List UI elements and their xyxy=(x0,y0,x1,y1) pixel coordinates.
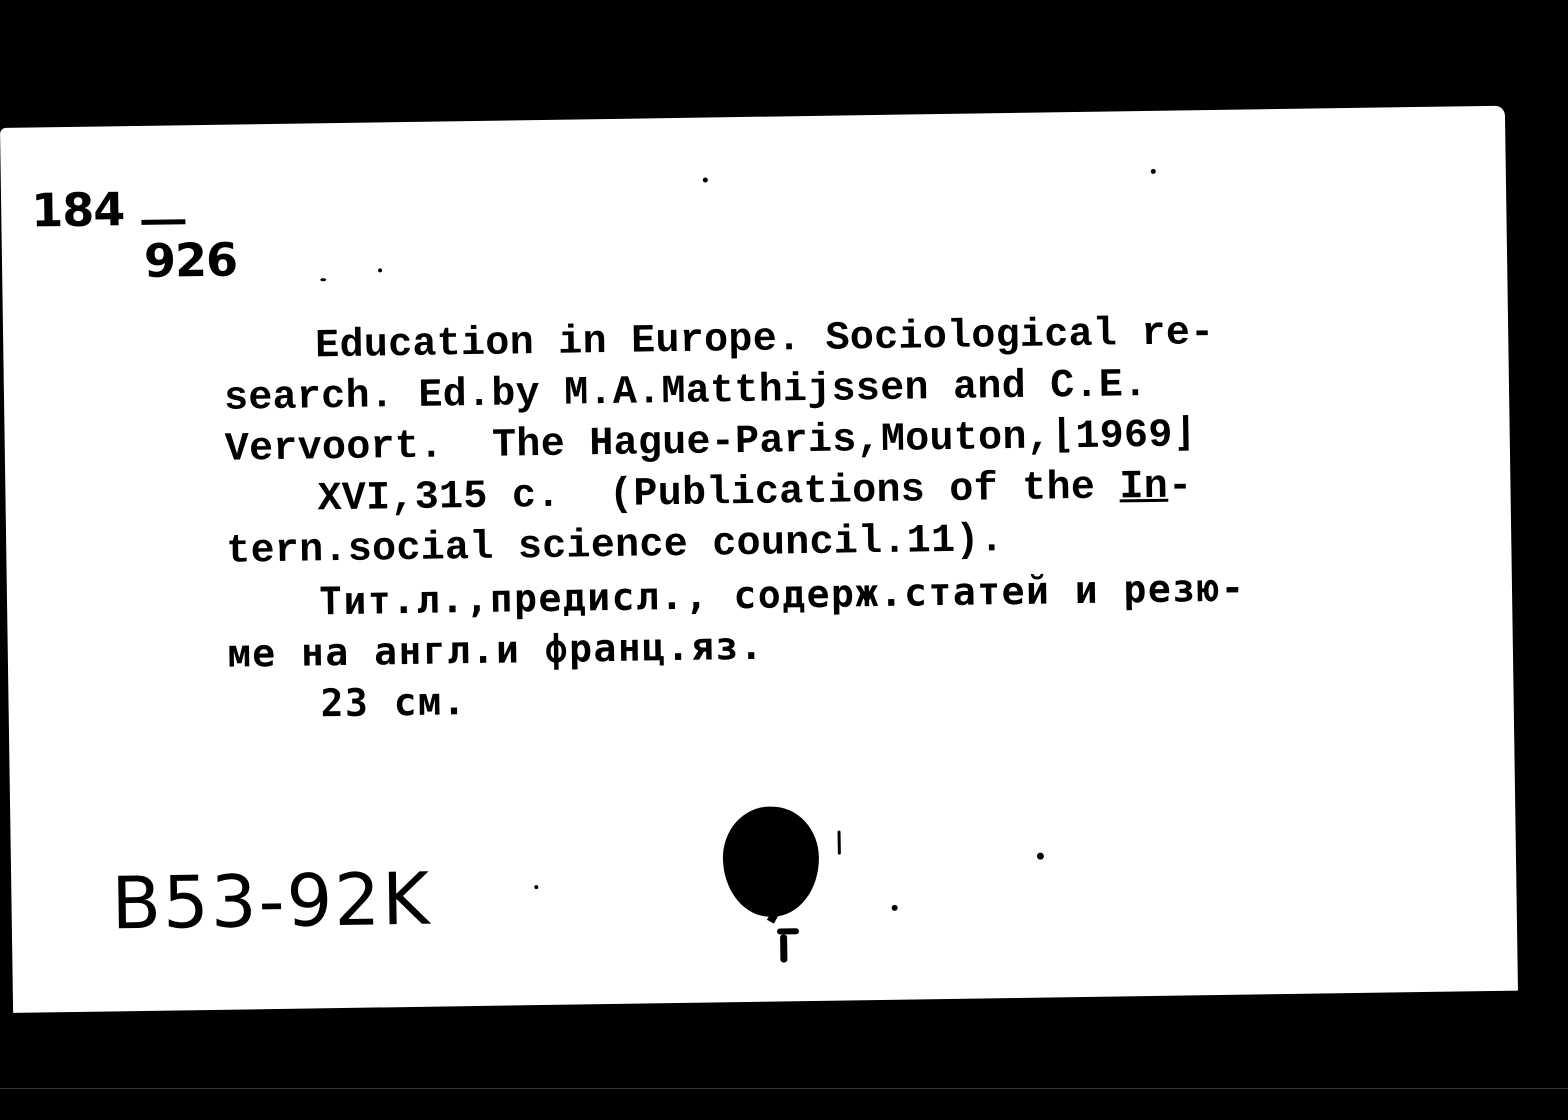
call-number-bottom: 926 xyxy=(143,232,238,288)
speck xyxy=(534,885,538,889)
speck xyxy=(378,268,382,272)
note-line-1: Тит.л.,предисл., содерж.статей и резю- xyxy=(318,565,1246,624)
shelf-mark: B53-92K xyxy=(110,856,432,946)
size-line: 23 см. xyxy=(320,679,468,726)
speck xyxy=(777,928,799,934)
series-underlined-fragment: In xyxy=(1119,464,1169,511)
speck xyxy=(780,934,787,962)
speck xyxy=(892,905,898,911)
series-hyphen: - xyxy=(1167,464,1193,510)
call-number-divider xyxy=(141,219,185,225)
title-line-1: Education in Europe. Sociological re- xyxy=(314,311,1215,370)
speck xyxy=(703,178,708,183)
speck xyxy=(838,831,841,855)
bibliographic-description xyxy=(223,308,1247,731)
speck xyxy=(320,278,326,281)
speck xyxy=(1037,853,1044,860)
note-line-2: ме на англ.и франц.яз. xyxy=(227,623,765,676)
speck xyxy=(1151,169,1156,174)
series-line: tern.social science council.11). xyxy=(225,518,1005,575)
title-line-2: search. Ed.by M.A.Matthijssen and C.E. xyxy=(223,363,1148,422)
library-catalog-card xyxy=(0,106,1518,1013)
punch-hole xyxy=(722,806,820,917)
collation-text: XVI,315 c. (Publications of the xyxy=(317,465,1120,523)
imprint-line: Vervoort. The Hague-Paris,Mouton,⌊1969⌋ xyxy=(224,413,1198,473)
call-number-top: 184 xyxy=(30,182,125,238)
scanner-bottom-edge xyxy=(0,1088,1568,1120)
